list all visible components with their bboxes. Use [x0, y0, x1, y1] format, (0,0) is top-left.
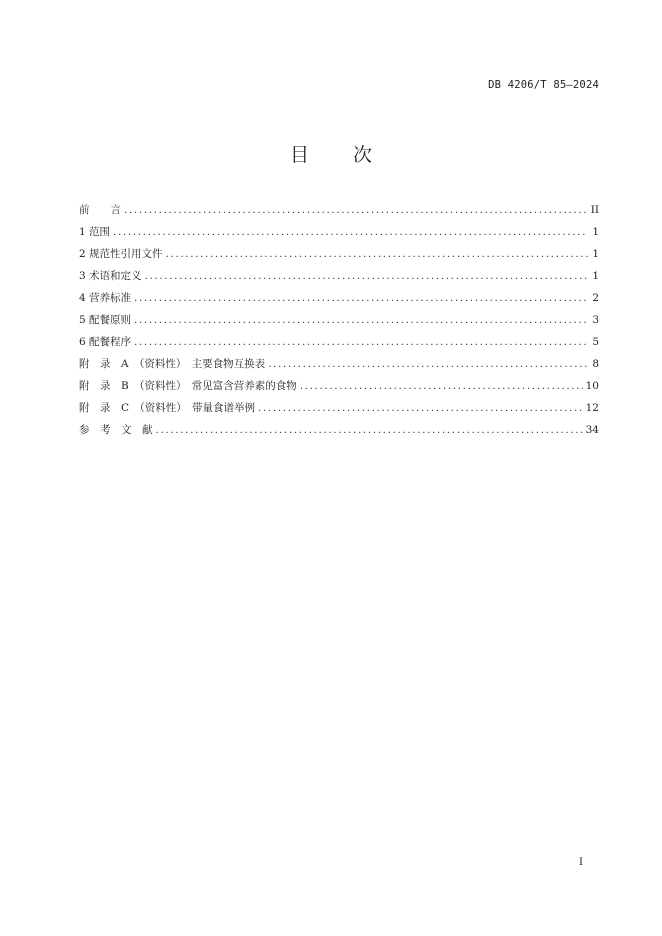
toc-leader-dots: [124, 199, 588, 221]
toc-leader-dots: [134, 287, 588, 309]
toc-entry-label: 前 言: [79, 204, 121, 216]
toc-leader-dots: [145, 265, 588, 287]
toc-entry-page: 1: [592, 226, 599, 238]
toc-entry-label: 附 录 A （资料性） 主要食物互换表: [79, 358, 266, 370]
toc-entry-label: 2 规范性引用文件: [79, 248, 163, 260]
toc-leader-dots: [134, 309, 588, 331]
toc-entry-meal-principles[interactable]: [79, 309, 599, 331]
document-code: DB 4206/T 85—2024: [488, 79, 599, 91]
page-number: I: [579, 857, 583, 868]
toc-entry-label: 3 术语和定义: [79, 270, 142, 282]
toc-entry-page: 34: [585, 424, 599, 436]
toc-leader-dots: [134, 331, 588, 353]
toc-entry-page: 2: [592, 292, 599, 304]
toc-leader-dots: [166, 243, 588, 265]
toc-entry-terms[interactable]: [79, 265, 599, 287]
toc-entry-page: 3: [592, 314, 599, 326]
toc-leader-dots: [258, 397, 583, 419]
toc-entry-page: 12: [585, 402, 599, 414]
toc-entry-label: 1 范围: [79, 226, 111, 238]
toc-entry-normative-references[interactable]: [79, 243, 599, 265]
toc-entry-foreword[interactable]: [79, 199, 599, 221]
toc-entry-page: 5: [592, 336, 599, 348]
toc-leader-dots: [300, 375, 583, 397]
toc-entry-page: 1: [592, 248, 599, 260]
toc-entry-label: 参 考 文 献: [79, 424, 153, 436]
table-of-contents: [79, 199, 599, 441]
toc-entry-label: 5 配餐原则: [79, 314, 132, 326]
toc-entry-label: 4 营养标准: [79, 292, 132, 304]
toc-leader-dots: [156, 419, 583, 441]
toc-entry-label: 6 配餐程序: [79, 336, 132, 348]
toc-entry-page: 1: [592, 270, 599, 282]
page-title: [0, 140, 662, 167]
title-char-2: 次: [353, 144, 373, 166]
toc-leader-dots: [113, 221, 588, 243]
toc-entry-appendix-b[interactable]: [79, 375, 599, 397]
toc-entry-appendix-a[interactable]: [79, 353, 599, 375]
title-char-1: 目: [289, 144, 309, 166]
toc-entry-scope[interactable]: [79, 221, 599, 243]
toc-entry-meal-procedure[interactable]: [79, 331, 599, 353]
toc-entry-page: 10: [585, 380, 599, 392]
toc-entry-label: 附 录 B （资料性） 常见富含营养素的食物: [79, 380, 297, 392]
toc-entry-page: 8: [592, 358, 599, 370]
toc-entry-appendix-c[interactable]: [79, 397, 599, 419]
toc-entry-bibliography[interactable]: [79, 419, 599, 441]
toc-entry-label: 附 录 C （资料性） 带量食谱举例: [79, 402, 256, 414]
toc-entry-page: II: [590, 204, 599, 216]
toc-leader-dots: [268, 353, 588, 375]
toc-entry-nutrition-standards[interactable]: [79, 287, 599, 309]
